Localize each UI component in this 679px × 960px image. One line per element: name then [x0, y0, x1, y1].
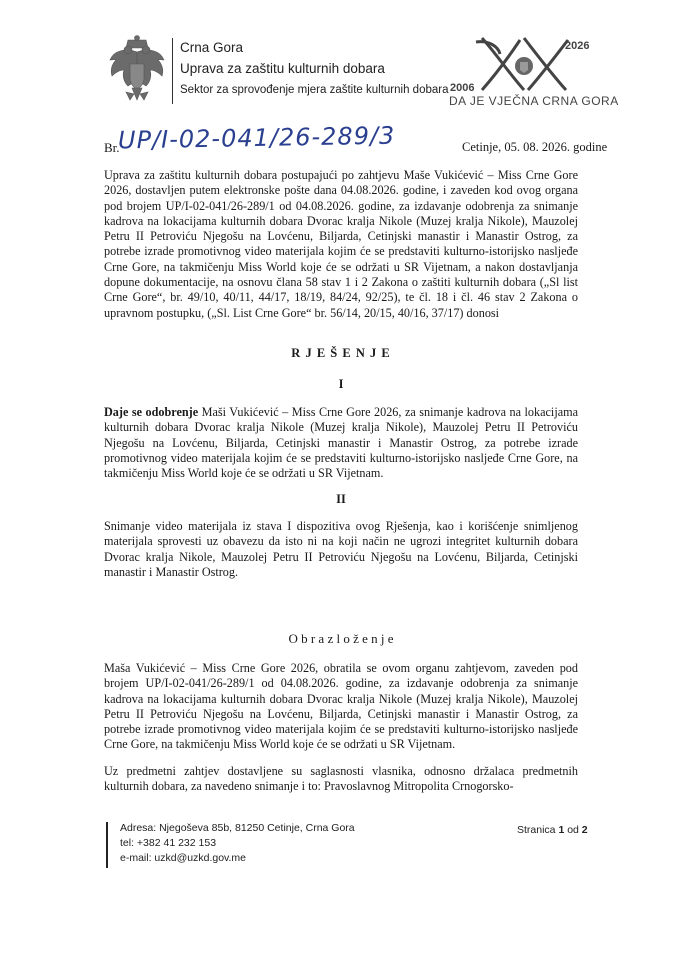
footer-address: Adresa: Njegoševa 85b, 81250 Cetinje, Crna Gora: [120, 822, 355, 834]
coat-of-arms-logo: [106, 34, 168, 110]
country-name: Crna Gora: [180, 40, 244, 55]
page-total: 2: [581, 824, 588, 836]
footer-phone: tel: +382 41 232 153: [120, 837, 217, 849]
intro-paragraph: Uprava za zaštitu kulturnih dobara postupajući po zahtjevu Maše Vukićević – Miss Crne Gore 2026, dostavljen putem elektronske pošte dana 04.08.2026. godine, i zaveden kod ovog organa pod brojem UP/I-02-041/26-289/1 od 04.08.2026. godine, za izdavanje odobrenja za snimanje kadrova na lokacijama kulturnih dobara Dvorac kralja Nikole (Muzej kralja Nikole), Mauzolej Petru II Petroviću Njegošu na Lovćenu, Biljarda, Cetinjski manastir i Manastir Ostrog, za potrebe izrade promotivnog video materijala kojim će se predstaviti kulturno-istorijsko nasljeđe Crne Gore, na takmičenju Miss World koje će se održati u SR Vijetnam, a nakon dostavljanja dopune dokumentacije, na osnovu člana 58 stav 1 i 2 Zakona o zaštiti kulturnih dobara („Sl list Crne Gore“, br. 49/10, 40/11, 44/17, 18/19, 84/24, 92/25), te čl. 18 i čl. 46 stav 2 Zakona o upravnom postupku, („Sl. List Crne Gore“ br. 56/14, 20/15, 40/16, 37/17) donosi: [104, 168, 578, 320]
footer-divider: [106, 822, 108, 868]
footer-contact: [120, 821, 355, 866]
place-and-date: Cetinje, 05. 08. 2026. godine: [462, 140, 608, 154]
institution-block: [180, 38, 448, 100]
footer-email: e-mail: uzkd@uzkd.gov.me: [120, 852, 247, 864]
section-two-numeral: II: [336, 492, 346, 506]
sector-name: Sektor za sprovođenje mjera zaštite kulturnih dobara: [180, 84, 449, 96]
reasoning-paragraph-one: Maša Vukićević – Miss Crne Gore 2026, obratila se ovom organu zahtjevom, zaveden pod brojem UP/I-02-041/26-289/1 od 04.08.2026. godine, za izdavanje odobrenja za snimanje kadrova na lokacijama kulturnih dobara Dvorac kralja Nikole (Muzej kralja Nikole), Mauzolej Petru II Petroviću Njegošu na Lovćenu, Biljarda, Cetinjski manastir i Manastir Ostrog, za potrebe izrade promotivnog video materijala kojim će se predstaviti kulturno-istorijsko nasljeđe Crne Gore, na takmičenju Miss World koje će se održati u SR Vijetnam.: [104, 661, 578, 752]
reference-prefix: Br.: [104, 140, 120, 155]
reasoning-paragraph-two: Uz predmetni zahtjev dostavljene su saglasnosti vlasnika, odnosno držalaca predmetnih kulturnih dobara, za navedeno snimanje i to: Pravoslavnog Mitropolita Crnogorsko-: [104, 764, 578, 794]
jubilee-year-start: 2006: [450, 82, 475, 94]
jubilee-tagline: DA JE VJEČNA CRNA GORA: [449, 94, 619, 108]
section-two-paragraph: Snimanje video materijala iz stava I dispozitiva ovog Rješenja, kao i korišćenje snimljenog materijala sprovesti uz obavezu da isto ni na koji način ne ugrozi integritet kulturnih dobara Dvorac kralja Nikole, Mauzolej Petru II Petroviću Njegošu na Lovćenu, Biljarda, Cetinjski manastir i Manastir Ostrog.: [104, 519, 578, 579]
section-one-paragraph: [104, 405, 578, 481]
decision-title: R J E Š E N J E: [291, 346, 391, 360]
page-number: [517, 824, 588, 836]
section-one-lead: Daje se odobrenje: [104, 405, 199, 419]
page-prefix: Stranica: [517, 824, 559, 836]
page-mid: od: [564, 824, 582, 836]
reasoning-title: O b r a z l o ž e n j e: [288, 631, 394, 646]
jubilee-year-end: 2026: [565, 40, 590, 52]
section-one-text: Maši Vukićević – Miss Crne Gore 2026, za snimanje kadrova na lokacijama kulturnih dobara Dvorac kralja Nikole (Muzej kralja Nikole), Mauzolej Petru II Petroviću Njegošu na Lovćenu, Biljarda, Cetinjski manastir i Manastir Ostrog, za potrebe izrade promotivnog video materijala kojim će se predstaviti kulturno-istorijsko nasljeđe Crne Gore, na takmičenju Miss World koje će se održati u SR Vijetnam.: [104, 405, 578, 481]
section-one-numeral: I: [338, 377, 344, 391]
page-current: 1: [558, 824, 565, 836]
institution-name: Uprava za zaštitu kulturnih dobara: [180, 61, 385, 76]
header-divider: [172, 38, 173, 104]
handwritten-reference-number: UP/I-02-041/26-289/3: [117, 121, 396, 155]
